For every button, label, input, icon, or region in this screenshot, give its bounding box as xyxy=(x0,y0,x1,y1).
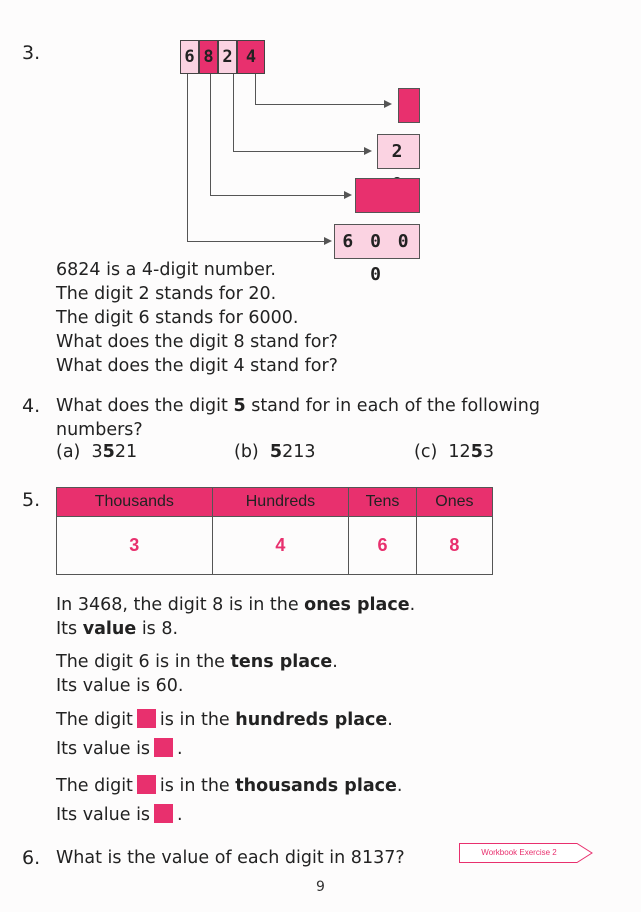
p1-d: Its xyxy=(56,619,83,639)
workbook-exercise-tag xyxy=(459,843,593,863)
p4-f: . xyxy=(177,805,183,825)
q6-question: What is the value of each digit in 8137? xyxy=(56,848,405,868)
connector-ones-h xyxy=(255,104,385,105)
table-header-row xyxy=(57,488,493,517)
part-pre: 12 xyxy=(448,442,471,462)
q3-line: What does the digit 4 stand for? xyxy=(56,356,338,376)
p1-a: In 3468, the digit 8 is in the xyxy=(56,595,305,615)
p4-c: thousands place xyxy=(235,776,397,796)
digit-box-hundreds: 8 xyxy=(199,40,218,74)
result-card-hundreds xyxy=(355,178,420,213)
p1-b: ones place xyxy=(304,595,410,615)
answer-square xyxy=(137,775,156,794)
q5-paragraph-1 xyxy=(56,593,415,641)
q4-question-end: stand for in each of the following xyxy=(245,396,540,416)
arrow-thousands xyxy=(324,237,332,245)
part-label: (a) xyxy=(56,442,81,462)
digit-box-ones: 4 xyxy=(237,40,265,74)
q6-number: 6. xyxy=(22,847,41,869)
header-ones: Ones xyxy=(416,488,492,517)
p3-f: . xyxy=(177,739,183,759)
part-bold: 5 xyxy=(269,442,283,462)
connector-tens-h xyxy=(233,151,365,152)
cell-hundreds: 4 xyxy=(212,517,349,575)
connector-ones-v xyxy=(255,74,256,105)
p2-b: tens place xyxy=(230,652,333,672)
p3-e: Its value is xyxy=(56,739,151,759)
answer-square xyxy=(154,738,173,757)
q4-part-a xyxy=(56,440,137,464)
q4-question-line2: numbers? xyxy=(56,420,143,440)
connector-tens-v xyxy=(233,74,234,152)
p4-e: Its value is xyxy=(56,805,151,825)
connector-thousands-v xyxy=(187,74,188,242)
header-tens: Tens xyxy=(349,488,417,517)
q4-question xyxy=(56,394,540,442)
q4-question-start: What does the digit xyxy=(56,396,234,416)
answer-square xyxy=(137,709,156,728)
arrow-hundreds xyxy=(344,191,352,199)
p4-b: is in the xyxy=(159,776,236,796)
p3-c: hundreds place xyxy=(235,710,388,730)
q3-line: The digit 6 stands for 6000. xyxy=(56,308,299,328)
q3-line: What does the digit 8 stand for? xyxy=(56,332,338,352)
part-post: 213 xyxy=(282,442,316,462)
part-post: 3 xyxy=(482,442,495,462)
part-label: (c) xyxy=(414,442,438,462)
p2-c: . xyxy=(332,652,338,672)
connector-hundreds-h xyxy=(210,195,345,196)
q4-number: 4. xyxy=(22,395,41,417)
part-bold: 5 xyxy=(102,442,115,462)
q3-line: The digit 2 stands for 20. xyxy=(56,284,277,304)
p2-d: Its value is 60. xyxy=(56,676,184,696)
part-bold: 5 xyxy=(470,442,483,462)
p4-a: The digit xyxy=(56,776,133,796)
table-row xyxy=(57,517,493,575)
answer-square xyxy=(154,804,173,823)
part-post: 21 xyxy=(114,442,138,462)
result-card-tens: 2 xyxy=(377,134,420,169)
cell-thousands: 3 xyxy=(57,517,213,575)
q3-text xyxy=(56,258,338,378)
p2-a: The digit 6 is in the xyxy=(56,652,231,672)
p3-d: . xyxy=(387,710,393,730)
result-card-ones xyxy=(398,88,420,123)
part-pre: 3 xyxy=(91,442,103,462)
q5-paragraph-2 xyxy=(56,650,338,698)
digit-box-tens: 2 xyxy=(218,40,237,74)
cell-tens: 6 xyxy=(349,517,417,575)
p3-b: is in the xyxy=(159,710,236,730)
p3-a: The digit xyxy=(56,710,133,730)
p1-f: is 8. xyxy=(136,619,179,639)
workbook-exercise-label: Workbook Exercise 2 xyxy=(481,848,557,857)
q5-paragraph-3 xyxy=(56,706,393,764)
page-number: 9 xyxy=(316,879,325,895)
q5-number: 5. xyxy=(22,489,41,511)
arrow-ones xyxy=(384,100,392,108)
q3-number: 3. xyxy=(22,42,41,64)
cell-ones: 8 xyxy=(416,517,492,575)
p1-e: value xyxy=(82,619,137,639)
q5-paragraph-4 xyxy=(56,772,402,830)
p1-c: . xyxy=(409,595,416,615)
connector-thousands-h xyxy=(187,241,325,242)
place-value-table xyxy=(56,487,493,575)
part-label: (b) xyxy=(234,442,259,462)
p4-d: . xyxy=(396,776,403,796)
q4-question-bold: 5 xyxy=(233,396,246,416)
digit-box-thousands: 6 xyxy=(180,40,199,74)
q3-line: 6824 is a 4-digit number. xyxy=(56,260,276,280)
q4-part-b xyxy=(234,440,316,464)
connector-hundreds-v xyxy=(210,74,211,196)
q4-part-c xyxy=(414,440,494,464)
arrow-tens xyxy=(364,147,372,155)
result-card-thousands: 6 0 0 0 xyxy=(334,224,420,259)
header-thousands: Thousands xyxy=(57,488,213,517)
header-hundreds: Hundreds xyxy=(212,488,349,517)
